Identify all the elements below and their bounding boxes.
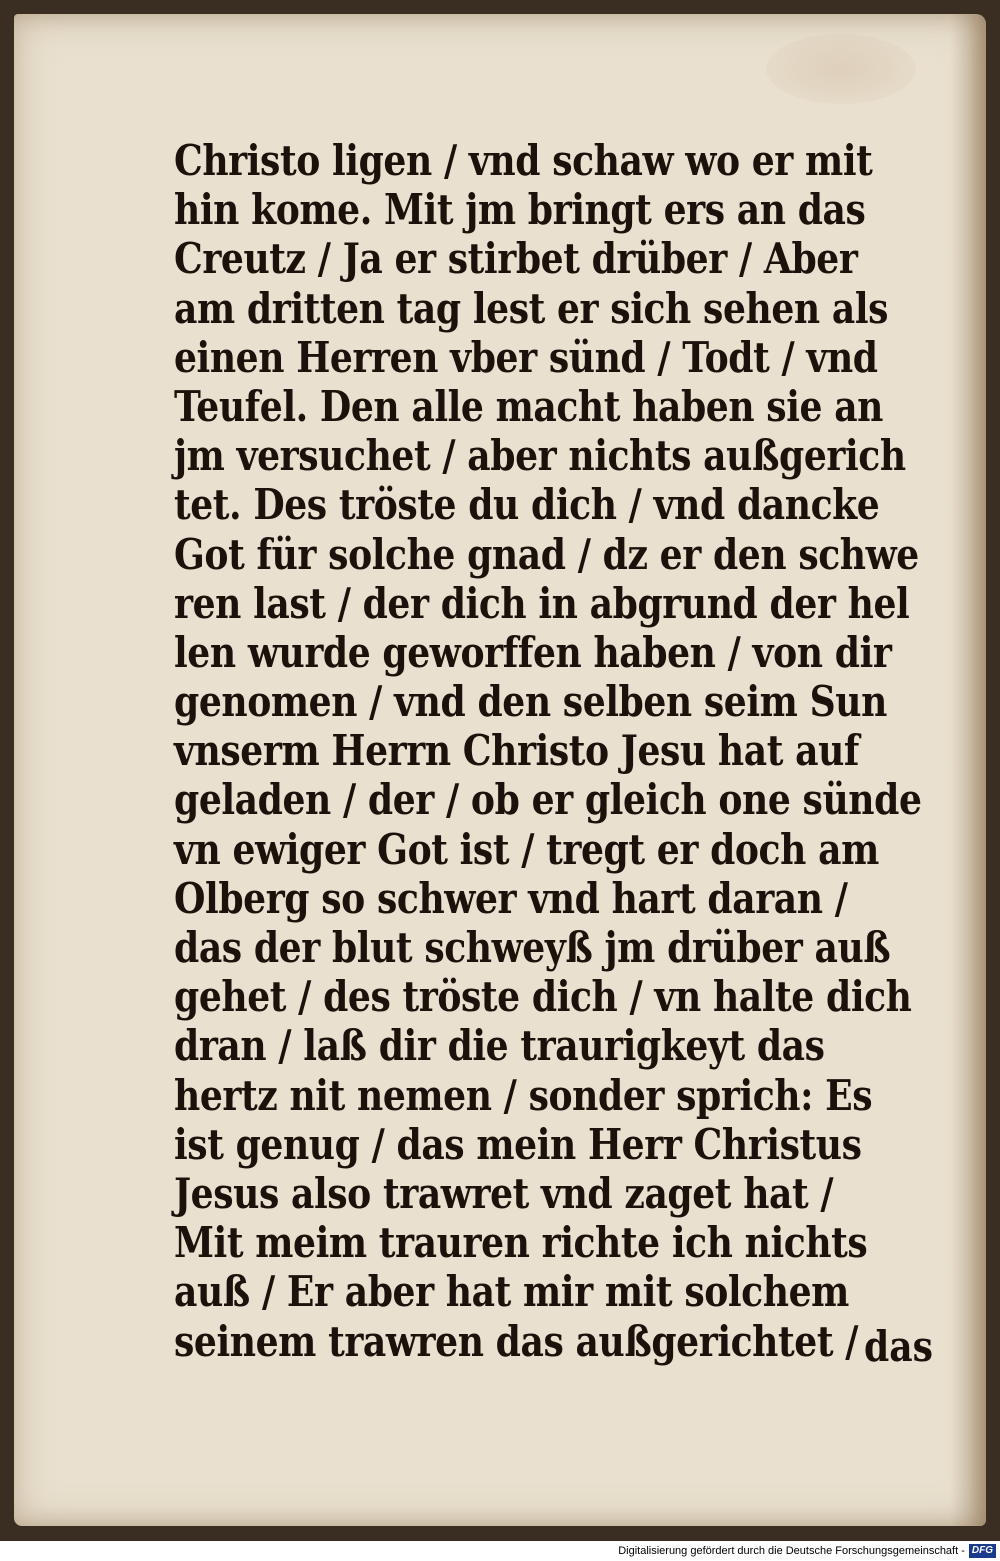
dfg-logo-icon: DFG xyxy=(969,1544,996,1558)
text-line-9: Got für solche gnad / dz er den schwe xyxy=(174,529,919,579)
text-line-10: ren last / der dich in abgrund der hel xyxy=(174,578,910,628)
text-line-20: hertz nit nemen / sonder sprich: Es xyxy=(174,1070,873,1120)
text-line-15: vn ewiger Got ist / tregt er doch am xyxy=(174,824,879,874)
text-line-3: Creutz / Ja er stirbet drüber / Aber xyxy=(174,234,858,284)
text-line-24: auß / Er aber hat mir mit solchem xyxy=(174,1267,849,1317)
text-line-21: ist genug / das mein Herr Christus xyxy=(174,1119,862,1169)
paper-stain xyxy=(766,34,916,104)
text-line-23: Mit meim trauren richte ich nichts xyxy=(174,1218,868,1268)
text-line-2: hin kome. Mit jm bringt ers an das xyxy=(174,185,866,235)
text-line-19: dran / laß dir die traurigkeyt das xyxy=(174,1021,825,1071)
text-line-16: Olberg so schwer vnd hart daran / xyxy=(174,873,848,923)
text-line-8: tet. Des tröste du dich / vnd dancke xyxy=(174,480,880,530)
funding-credit: Digitalisierung gefördert durch die Deutsche Forschungsgemeinschaft - xyxy=(618,1545,965,1557)
text-line-12: genomen / vnd den selben seim Sun xyxy=(174,677,887,727)
text-line-18: gehet / des tröste dich / vn halte dich xyxy=(174,972,912,1022)
catchword: das xyxy=(864,1322,934,1371)
text-line-22: Jesus also trawret vnd zaget hat / xyxy=(174,1168,834,1218)
text-line-11: len wurde geworffen haben / von dir xyxy=(174,627,892,677)
book-page xyxy=(14,14,986,1526)
text-line-14: geladen / der / ob er gleich one sünde xyxy=(174,775,922,825)
text-line-7: jm versuchet / aber nichts außgerich xyxy=(174,431,906,481)
text-line-25: seinem trawren das außgerichtet / xyxy=(174,1316,858,1366)
text-line-13: vnserm Herrn Christo Jesu hat auf xyxy=(174,726,860,776)
text-line-5: einen Herren vber sünd / Todt / vnd xyxy=(174,332,878,382)
text-line-6: Teufel. Den alle macht haben sie an xyxy=(174,381,884,431)
text-line-1: Christo ligen / vnd schaw wo er mit xyxy=(174,136,873,185)
text-line-17: das der blut schweyß jm drüber auß xyxy=(174,923,891,972)
digitization-footer xyxy=(0,1541,1000,1561)
page-text-block xyxy=(174,136,964,1366)
text-line-4: am dritten tag lest er sich sehen als xyxy=(174,283,889,333)
